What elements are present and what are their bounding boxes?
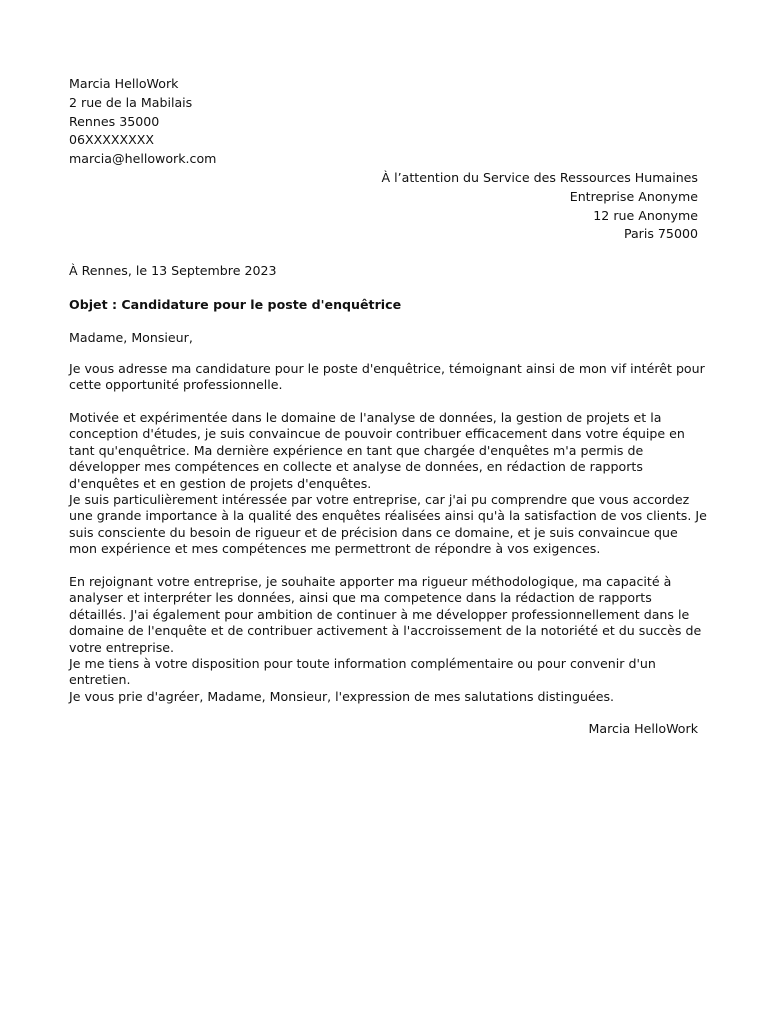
recipient-block: [381, 169, 698, 244]
greeting: Madame, Monsieur,: [69, 330, 193, 345]
date-line: À Rennes, le 13 Septembre 2023: [69, 263, 277, 278]
paragraph: Je vous adresse ma candidature pour le poste d'enquêtrice, témoignant ainsi de mon vif intérêt pour cette opportunité professionnelle.: [69, 361, 705, 393]
paragraph: Je suis particulièrement intéressée par votre entreprise, car j'ai pu comprendre que vous accordez une grande importance à la qualité des enquêtes réalisées ainsi qu'à la satisfaction de vos clients. Je suis consciente du besoin de rigueur et de précision dans ce domaine, et je suis convaincue que mon expérience et mes compétences me permettront de répondre à vos exigences.: [69, 492, 707, 557]
recipient-city: Paris 75000: [623, 226, 698, 242]
sender-street: 2 rue de la Mabilais: [69, 94, 193, 110]
sender-phone: 06XXXXXXXX: [69, 132, 155, 148]
subject-line: Objet : Candidature pour le poste d'enquêtrice: [69, 297, 402, 312]
paragraph: En rejoignant votre entreprise, je souhaite apporter ma rigueur méthodologique, ma capacité à analyser et interpréter les données, ainsi que ma competence dans la rédaction de rapports détaillés. J'ai également pour ambition de continuer à me développer professionnellement dans le domaine de l'enquête et de contribuer activement à l'accroissement de la notoriété et du succès de votre entreprise.: [69, 574, 702, 655]
sender-email: marcia@hellowork.com: [69, 151, 217, 167]
sender-block: [69, 75, 216, 169]
paragraph: Motivée et expérimentée dans le domaine de l'analyse de données, la gestion de projets et la conception d'études, je suis convaincue de pouvoir contribuer efficacement dans votre équipe en tant qu'enquêtrice. Ma dernière expérience en tant que chargée d'enquêtes m'a permis de développer mes compétences en collecte et analyse de données, en rédaction de rapports d'enquêtes et en gestion de projets d'enquêtes.: [69, 410, 685, 491]
paragraph: Je me tiens à votre disposition pour toute information complémentaire ou pour convenir d'un entretien.: [69, 656, 656, 688]
closing-paragraph: Je vous prie d'agréer, Madame, Monsieur, l'expression de mes salutations distinguées.: [69, 689, 615, 704]
sender-city: Rennes 35000: [69, 113, 160, 129]
recipient-street: 12 rue Anonyme: [593, 207, 698, 223]
recipient-attention: À l’attention du Service des Ressources Humaines: [381, 170, 698, 185]
sender-name: Marcia HelloWork: [69, 76, 179, 91]
signature: Marcia HelloWork: [588, 721, 698, 736]
recipient-company: Entreprise Anonyme: [569, 188, 698, 204]
